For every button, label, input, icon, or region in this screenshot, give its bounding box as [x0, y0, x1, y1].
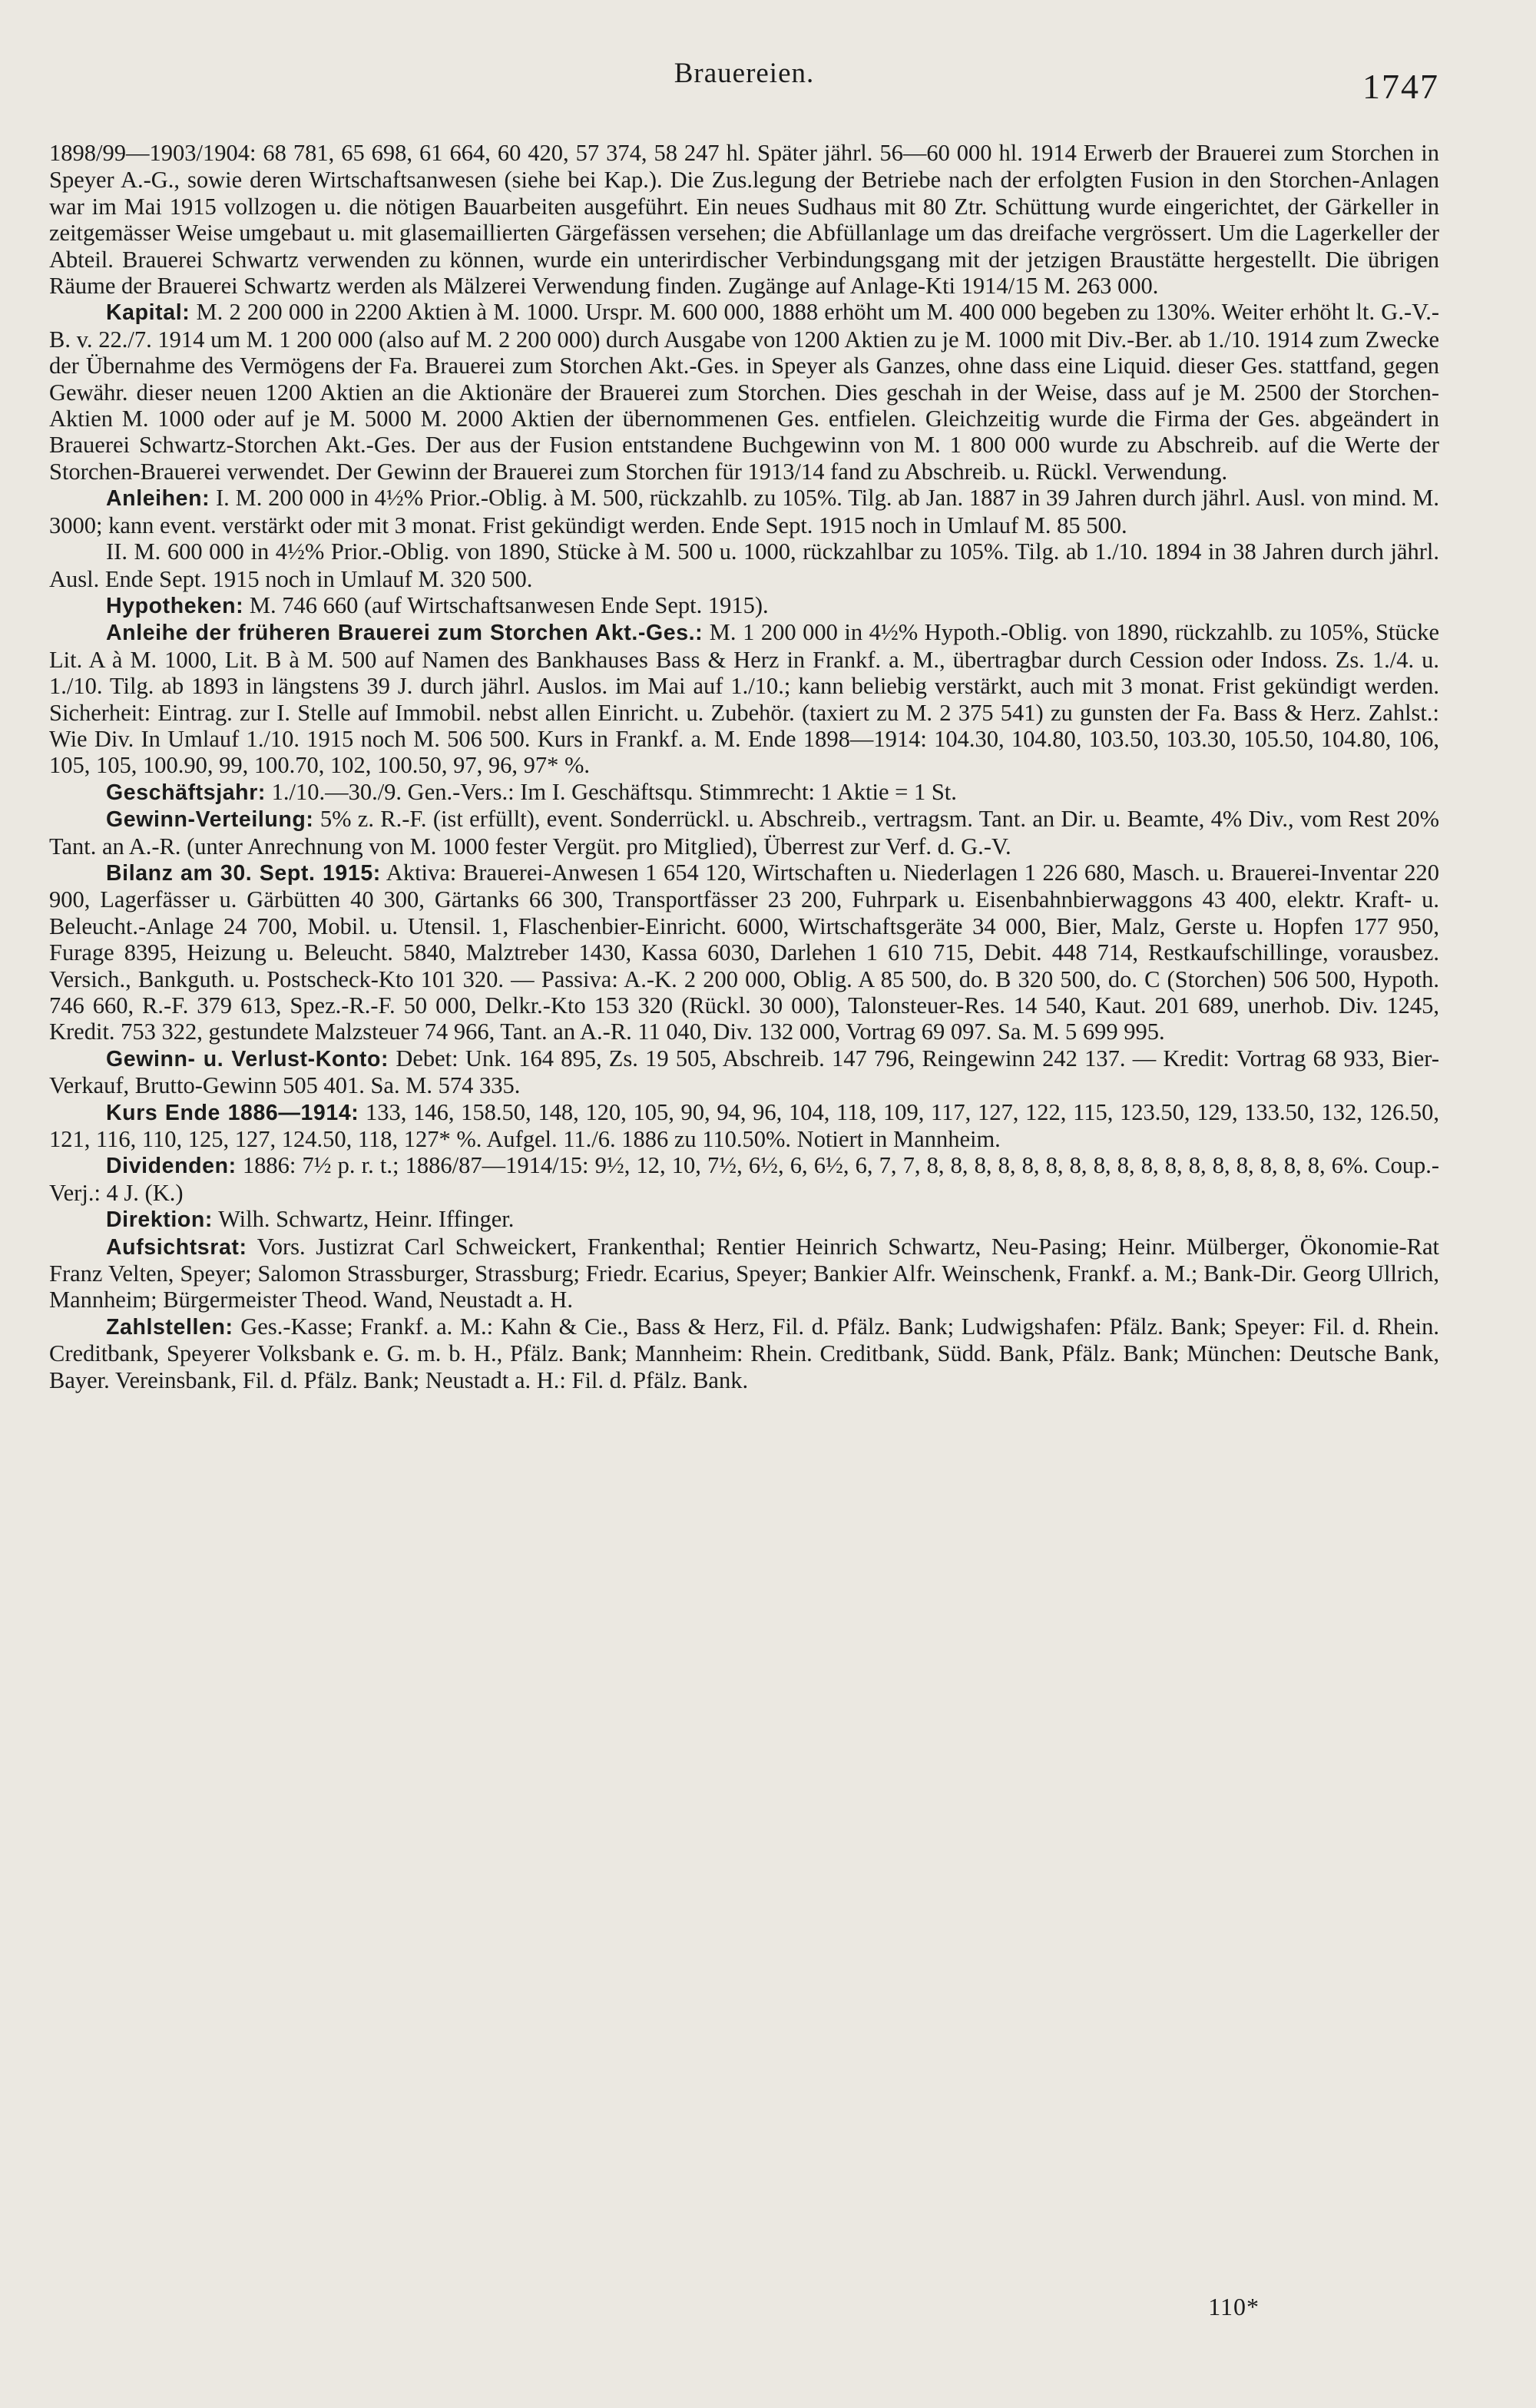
- paragraph-text: M. 1 200 000 in 4½% Hypoth.-Oblig. von 1890, rückzahlb. zu 105%, Stücke Lit. A à M. 1000, Lit. B à M. 500 auf Namen des Bankhauses Bass & Herz in Frankf. a. M., übertragbar durch Cession oder Indoss. Zs. 1./4. u. 1./10. Tilg. ab 1893 in längstens 39 J. durch jährl. Auslos. im Mai auf 1./10.; kann beliebig verstärkt, auch mit 3 monat. Frist gekündigt werden. Sicherheit: Eintrag. zur I. Stelle auf Immobil. nebst allen Einricht. u. Zubehör. (taxiert zu M. 2 375 541) zu gunsten der Fa. Bass & Herz. Zahlst.: Wie Div. In Umlauf 1./10. 1915 noch M. 506 500. Kurs in Frankf. a. M. Ende 1898—1914: 104.30, 104.80, 103.50, 103.30, 105.50, 104.80, 106, 105, 105, 100.90, 99, 100.70, 102, 100.50, 97, 96, 97* %.: [49, 619, 1439, 779]
- paragraph-text: M. 746 660 (auf Wirtschaftsanwesen Ende Sept. 1915).: [243, 591, 769, 618]
- paragraph-label: Direktion:: [106, 1207, 214, 1233]
- paragraph-label: Gewinn-Verteilung:: [106, 807, 314, 833]
- paragraph-text: II. M. 600 000 in 4½% Prior.-Oblig. von 1890, Stücke à M. 500 u. 1000, rückzahlbar zu 105%. Tilg. ab 1./10. 1894 in 38 Jahren durch jährl. Ausl. Ende Sept. 1915 noch in Umlauf M. 320 500.: [49, 538, 1439, 592]
- paragraph-gewinn-verlust: [49, 1045, 1439, 1099]
- paragraph-label: Hypotheken:: [106, 593, 244, 618]
- article-body: [49, 140, 1439, 1393]
- paragraph-label: Dividenden:: [106, 1154, 237, 1179]
- paragraph-text: Wilh. Schwartz, Heinr. Iffinger.: [213, 1206, 515, 1233]
- page-header: [49, 0, 1439, 115]
- paragraph-anleihe-storchen: [49, 619, 1439, 778]
- paragraph-zahlstellen: [49, 1313, 1439, 1393]
- paragraph-label: Kapital:: [106, 300, 190, 326]
- paragraph-label: Anleihen:: [106, 486, 210, 512]
- paragraph-text: 1886: 7½ p. r. t.; 1886/87—1914/15: 9½, 12, 10, 7½, 6½, 6, 6½, 6, 7, 7, 8, 8, 8, 8, 8, 8, 8, 8, 8, 8, 8, 8, 8, 8, 8, 8, 8, 6%. Coup.-Verj.: 4 J. (K.): [49, 1152, 1439, 1206]
- running-title: Brauereien.: [674, 58, 815, 89]
- paragraph-gewinn-verteilung: [49, 806, 1439, 860]
- paragraph-text: 1898/99—1903/1904: 68 781, 65 698, 61 664, 60 420, 57 374, 58 247 hl. Später jährl. 56—60 000 hl. 1914 Erwerb der Brauerei zum Storchen in Speyer A.-G., sowie deren Wirtschaftsanwesen (siehe bei Kap.). Die Zus.legung der Betriebe nach der erfolgten Fusion in den Storchen-Anlagen war im Mai 1915 vollzogen u. die nötigen Bauarbeiten ausgeführt. Ein neues Sudhaus mit 80 Ztr. Schüttung wurde eingerichtet, der Gärkeller in zeitgemässer Weise umgebaut u. mit glasemaillierten Gärgefässen versehen; die Abfüllanlage um das dreifache vergrössert. Um die Lagerkeller der Abteil. Brauerei Schwartz verwenden zu können, wurde ein unterirdischer Verbindungsgang mit der jetzigen Braustätte hergestellt. Die übrigen Räume der Brauerei Schwartz werden als Mälzerei Verwendung finden. Zugänge auf Anlage-Kti 1914/15 M. 263 000.: [49, 140, 1439, 300]
- paragraph-production: [49, 140, 1439, 299]
- paragraph-text: Aktiva: Brauerei-Anwesen 1 654 120, Wirtschaften u. Niederlagen 1 226 680, Masch. u. Brauerei-Inventar 220 900, Lagerfässer u. Gärbütten 40 300, Gärtanks 66 300, Transportfässer 23 200, Fuhrpark u. Eisenbahnbierwaggons 43 400, elektr. Kraft- u. Beleucht.-Anlage 24 700, Mobil. u. Utensil. 1, Flaschenbier-Einricht. 6000, Wirtschaftsgeräte 34 000, Bier, Malz, Gerste u. Hopfen 177 950, Furage 8395, Heizung u. Beleucht. 5840, Malztreber 1430, Kassa 6030, Darlehen 1 610 715, Debit. 448 714, Restkaufschillinge, vorausbez. Versich., Bankguth. u. Postscheck-Kto 101 320. — Passiva: A.-K. 2 200 000, Oblig. A 85 500, do. B 320 500, do. C (Storchen) 506 500, Hypoth. 746 660, R.-F. 379 613, Spez.-R.-F. 50 000, Delkr.-Kto 153 320 (Rückl. 30 000), Talonsteuer-Res. 14 540, Kaut. 201 689, unerhob. Div. 1245, Kredit. 753 322, gestundete Malzsteuer 74 966, Tant. an A.-R. 11 040, Div. 132 000, Vortrag 69 097. Sa. M. 5 699 995.: [49, 859, 1439, 1045]
- paragraph-text: 133, 146, 158.50, 148, 120, 105, 90, 94, 96, 104, 118, 109, 117, 127, 122, 115, 123.50, 129, 133.50, 132, 126.50, 121, 116, 110, 125, 127, 124.50, 118, 127* %. Aufgel. 11./6. 1886 zu 110.50%. Notiert in Mannheim.: [49, 1098, 1439, 1153]
- paragraph-text: Ges.-Kasse; Frankf. a. M.: Kahn & Cie., Bass & Herz, Fil. d. Pfälz. Bank; Ludwigshafen: Pfälz. Bank; Speyer: Fil. d. Rhein. Creditbank, Speyerer Volksbank e. G. m. b. H., Pfälz. Bank; Mannheim: Rhein. Creditbank, Südd. Bank, Pfälz. Bank; München: Deutsche Bank, Bayer. Vereinsbank, Fil. d. Pfälz. Bank; Neustadt a. H.: Fil. d. Pfälz. Bank.: [49, 1313, 1439, 1393]
- paragraph-geschaeftsjahr: [49, 779, 1439, 806]
- paragraph-dividenden: [49, 1152, 1439, 1206]
- paragraph-hypotheken: [49, 592, 1439, 619]
- paragraph-kapital: [49, 299, 1439, 485]
- paragraph-anleihe-ii: [49, 538, 1439, 592]
- paragraph-label: Anleihe der früheren Brauerei zum Storchen Akt.-Ges.:: [106, 621, 703, 646]
- paragraph-text: M. 2 200 000 in 2200 Aktien à M. 1000. Urspr. M. 600 000, 1888 erhöht um M. 400 000 begeben zu 130%. Weiter erhöht lt. G.-V.-B. v. 22./7. 1914 um M. 1 200 000 (also auf M. 2 200 000) durch Ausgabe von 1200 Aktien zu je M. 1000 mit Div.-Ber. ab 1./10. 1914 zum Zwecke der Übernahme des Vermögens der Fa. Brauerei zum Storchen Akt.-Ges. in Speyer als Ganzes, ohne dass eine Liquid. dieser Ges. stattfand, gegen Gewähr. dieser neuen 1200 Aktien an die Aktionäre der Brauerei zum Storchen. Dies geschah in der Weise, dass auf je M. 2500 der Storchen-Aktien M. 1000 oder auf je M. 5000 M. 2000 Aktien der übernommenen Ges. entfielen. Gleichzeitig wurde die Firma der Ges. abgeändert in Brauerei Schwartz-Storchen Akt.-Ges. Der aus der Fusion entstandene Buchgewinn von M. 1 800 000 wurde zu Abschreib. auf die Werte der Storchen-Brauerei verwendet. Der Gewinn der Brauerei zum Storchen für 1913/14 fand zu Abschreib. u. Rückl. Verwendung.: [49, 299, 1439, 485]
- page-number: 1747: [1362, 67, 1439, 106]
- paragraph-text: I. M. 200 000 in 4½% Prior.-Oblig. à M. 500, rückzahlb. zu 105%. Tilg. ab Jan. 1887 in 39 Jahren durch jährl. Ausl. von mind. M. 3000; kann event. verstärkt oder mit 3 monat. Frist gekündigt werden. Ende Sept. 1915 noch in Umlauf M. 85 500.: [49, 485, 1439, 538]
- paragraph-label: Kurs Ende 1886—1914:: [106, 1100, 359, 1125]
- paragraph-anleihen: [49, 485, 1439, 538]
- paragraph-text: 5% z. R.-F. (ist erfüllt), event. Sonderrückl. u. Abschreib., vertragsm. Tant. an Dir. u. Beamte, 4% Div., vom Rest 20% Tant. an A.-R. (unter Anrechnung von M. 1000 fester Vergüt. pro Mitglied), Überrest zur Verf. d. G.-V.: [49, 806, 1439, 860]
- paragraph-kurs: [49, 1099, 1439, 1153]
- paragraph-label: Geschäftsjahr:: [106, 780, 266, 805]
- paragraph-text: 1./10.—30./9. Gen.-Vers.: Im I. Geschäftsqu. Stimmrecht: 1 Aktie = 1 St.: [265, 778, 957, 805]
- paragraph-label: Zahlstellen:: [106, 1314, 233, 1340]
- paragraph-label: Gewinn- u. Verlust-Konto:: [106, 1046, 389, 1072]
- signature-mark: 110*: [1208, 2293, 1260, 2320]
- paragraph-text: Debet: Unk. 164 895, Zs. 19 505, Abschreib. 147 796, Reingewinn 242 137. — Kredit: Vortrag 68 933, Bier-Verkauf, Brutto-Gewinn 505 401. Sa. M. 574 335.: [49, 1045, 1440, 1099]
- paragraph-aufsichtsrat: [49, 1234, 1439, 1313]
- paragraph-bilanz: [49, 860, 1439, 1045]
- paragraph-direktion: [49, 1206, 1439, 1233]
- paragraph-label: Aufsichtsrat:: [106, 1234, 247, 1260]
- paragraph-label: Bilanz am 30. Sept. 1915:: [106, 860, 381, 886]
- paragraph-text: Vors. Justizrat Carl Schweickert, Frankenthal; Rentier Heinrich Schwartz, Neu-Pasing; Heinr. Mülberger, Ökonomie-Rat Franz Velten, Speyer; Salomon Strassburger, Strassburg; Friedr. Ecarius, Speyer; Bankier Alfr. Weinschenk, Frankf. a. M.; Bank-Dir. Georg Ullrich, Mannheim; Bürgermeister Theod. Wand, Neustadt a. H.: [49, 1233, 1439, 1313]
